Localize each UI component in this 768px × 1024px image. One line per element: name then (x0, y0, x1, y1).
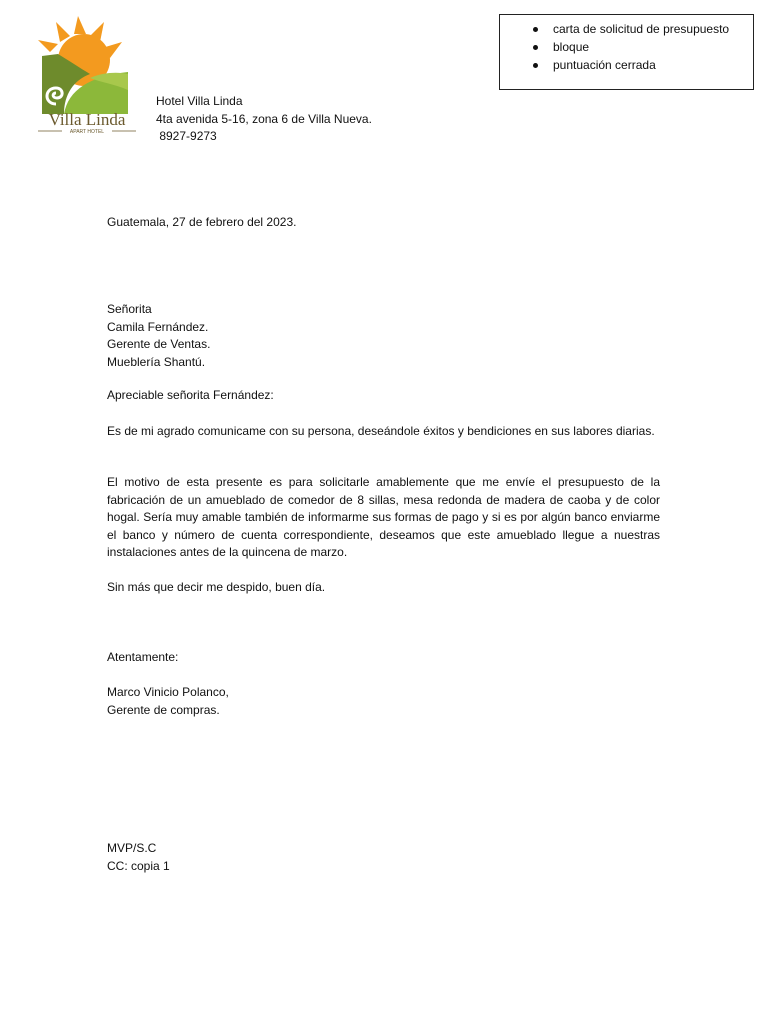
signer-name: Marco Vinicio Polanco, (107, 685, 229, 699)
signer-role: Gerente de compras. (107, 702, 220, 717)
recipient-title: Señorita (107, 302, 152, 316)
notes-list (500, 15, 753, 74)
signature-block (107, 684, 229, 719)
recipient-block (107, 301, 210, 371)
letter-date: Guatemala, 27 de febrero del 2023. (107, 215, 297, 229)
notes-item: puntuación cerrada (553, 56, 753, 74)
body-paragraph: Es de mi agrado comunicame con su persona, deseándole éxitos y bendiciones en sus labores diarias. (107, 424, 655, 438)
recipient-position: Gerente de Ventas. (107, 337, 211, 351)
logo-tagline: APART HOTEL (69, 129, 105, 135)
notes-item: bloque (553, 38, 753, 56)
salutation: Apreciable señorita Fernández: (107, 388, 274, 402)
reference-initials: MVP/S.C (107, 841, 157, 855)
recipient-name: Camila Fernández. (107, 319, 209, 334)
hotel-phone: 8927-9273 (156, 129, 217, 143)
hotel-address: 4ta avenida 5-16, zona 6 de Villa Nueva. (156, 111, 372, 126)
notes-box (499, 14, 754, 90)
notes-item: carta de solicitud de presupuesto (553, 20, 753, 38)
reference-block (107, 840, 170, 875)
logo-wordmark: Villa Linda (48, 110, 126, 129)
body-paragraph: El motivo de esta presente es para solicitarle amablemente que me envíe el presupuesto de la fabricación de un amueblado de comedor de 8 sillas, mesa redonda de madera de caoba y de color hogal. Sería muy amable también de informarme sus formas de pago y si es por algún banco enviarme el banco y número de cuenta correspondiente, deseamos que este amueblado llegue a nuestras instalaciones antes de la quincena de marzo. (107, 475, 660, 559)
hotel-name: Hotel Villa Linda (156, 94, 243, 108)
hotel-contact-block (156, 93, 372, 146)
regards: Atentamente: (107, 650, 179, 664)
hotel-logo (34, 14, 140, 136)
recipient-company: Mueblería Shantú. (107, 354, 206, 369)
villa-linda-logo-graphic (34, 14, 140, 136)
closing-line: Sin más que decir me despido, buen día. (107, 580, 326, 594)
carbon-copy: CC: copia 1 (107, 858, 170, 873)
